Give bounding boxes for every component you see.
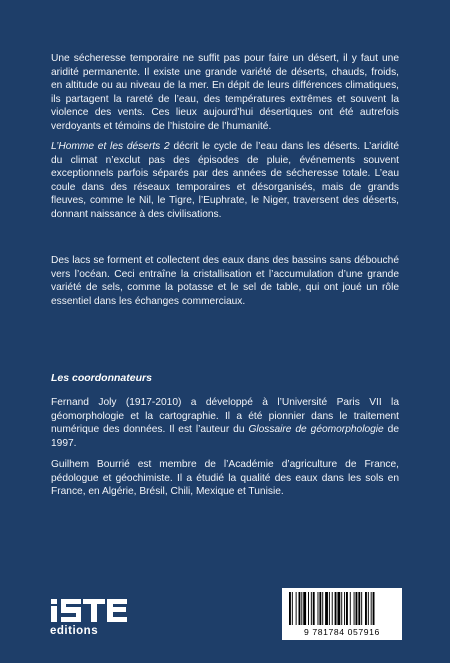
barcode-bar [311,592,312,625]
barcode-bar [292,592,293,625]
barcode-bar [337,592,340,625]
barcode-bar [319,592,321,625]
author-bio-1 [51,396,399,459]
barcode-bar [335,592,337,625]
barcode-bar [356,592,358,625]
barcode-bar [344,592,345,625]
paragraph-lead: décrit le cycle de l’eau dans les déserts. [169,141,361,152]
author-bio-text: Guilhem Bourrié est membre de l’Académie d’agriculture de France, pédologue et géochimiste. Il a étudié la qualité des eaux dans les sols en France, en Algérie, Brésil, Chili, Mexique et Tunisie. [51,459,399,498]
author-bio-2 [51,458,399,508]
paragraph-text: L’aridité du climat n’exclut pas des épisodes de pluie, événements souvent exceptionnels parfois séparés par des années de sécheresse totale. L’eau coule dans des réseaux temporaires et désorganisés, mais de grands fleuves, comme le Nil, le Tigre, l’Euphrate, le Niger, traversent des déserts, donnant naissance à des civilisations. [51,141,399,220]
barcode-bar [358,592,360,625]
barcode-bar [299,592,301,625]
barcode-bar [313,592,315,625]
description-paragraph-2 [51,140,399,231]
barcode-bar [346,592,348,625]
barcode-bar [365,592,367,625]
iste-logo-icon [50,597,142,637]
barcode-bar [325,592,328,625]
barcode-bar [296,592,297,625]
barcode-bar [318,592,319,625]
barcode-bar [350,592,351,625]
barcode-icon [287,592,397,626]
book-title-reference: Glossaire de géomorphologie [248,424,384,436]
barcode-bar [361,592,362,625]
barcode-bar [308,592,309,625]
author-bio-text: Fernand Joly (1917-2010) a développé à l’Université Paris VII la géomorphologie et la cartographie. Il a été pionnier dans le traitement numérique des données. Il est l’auteur du [51,397,399,436]
barcode-bar [332,592,333,625]
paragraph-text: Des lacs se forment et collectent des eaux dans des bassins sans débouché vers l’océan. Ceci entraîne la cristallisation et l’accumulation d’une grande variété de sels, comme la potasse et le sel de table, qui ont joué un rôle essentiel dans les échanges commerciaux. [51,255,399,307]
barcode-bar [341,592,342,625]
description-paragraph-3 [51,254,399,317]
barcode-bar [301,592,302,625]
barcode-bar [373,592,375,625]
paragraph-text: Une sécheresse temporaire ne suffit pas pour faire un désert, il y faut une aridité permanente. Il existe une grande variété de déserts, chauds, froids, en altitude ou au niveau de la mer. En dépit de leurs différences climatiques, ils partagent la rareté de l’eau, des températures extrêmes et souvent la violence des vents. Ces lieux aujourd’hui désertiques ont été autrefois verdoyants et témoins de l’histoire de l’humanité. [51,53,399,132]
book-title-reference: L’Homme et les déserts 2 [51,141,170,152]
barcode-bar [289,592,291,625]
logo-subtitle: editions [50,625,99,637]
isbn-barcode [282,588,402,640]
authors-heading: Les coordonnateurs [51,372,152,384]
isbn-number: 9 781784 057916 [304,627,380,637]
barcode-bar [371,592,372,625]
barcode-bar [368,592,369,625]
barcode-bar [354,592,355,625]
author-bio-tail: de 1997. [51,424,399,449]
barcode-bar [329,592,330,625]
description-paragraph-1 [51,52,399,143]
iste-editions-logo [50,597,142,637]
barcode-bar [322,592,323,625]
barcode-bar [303,592,306,625]
